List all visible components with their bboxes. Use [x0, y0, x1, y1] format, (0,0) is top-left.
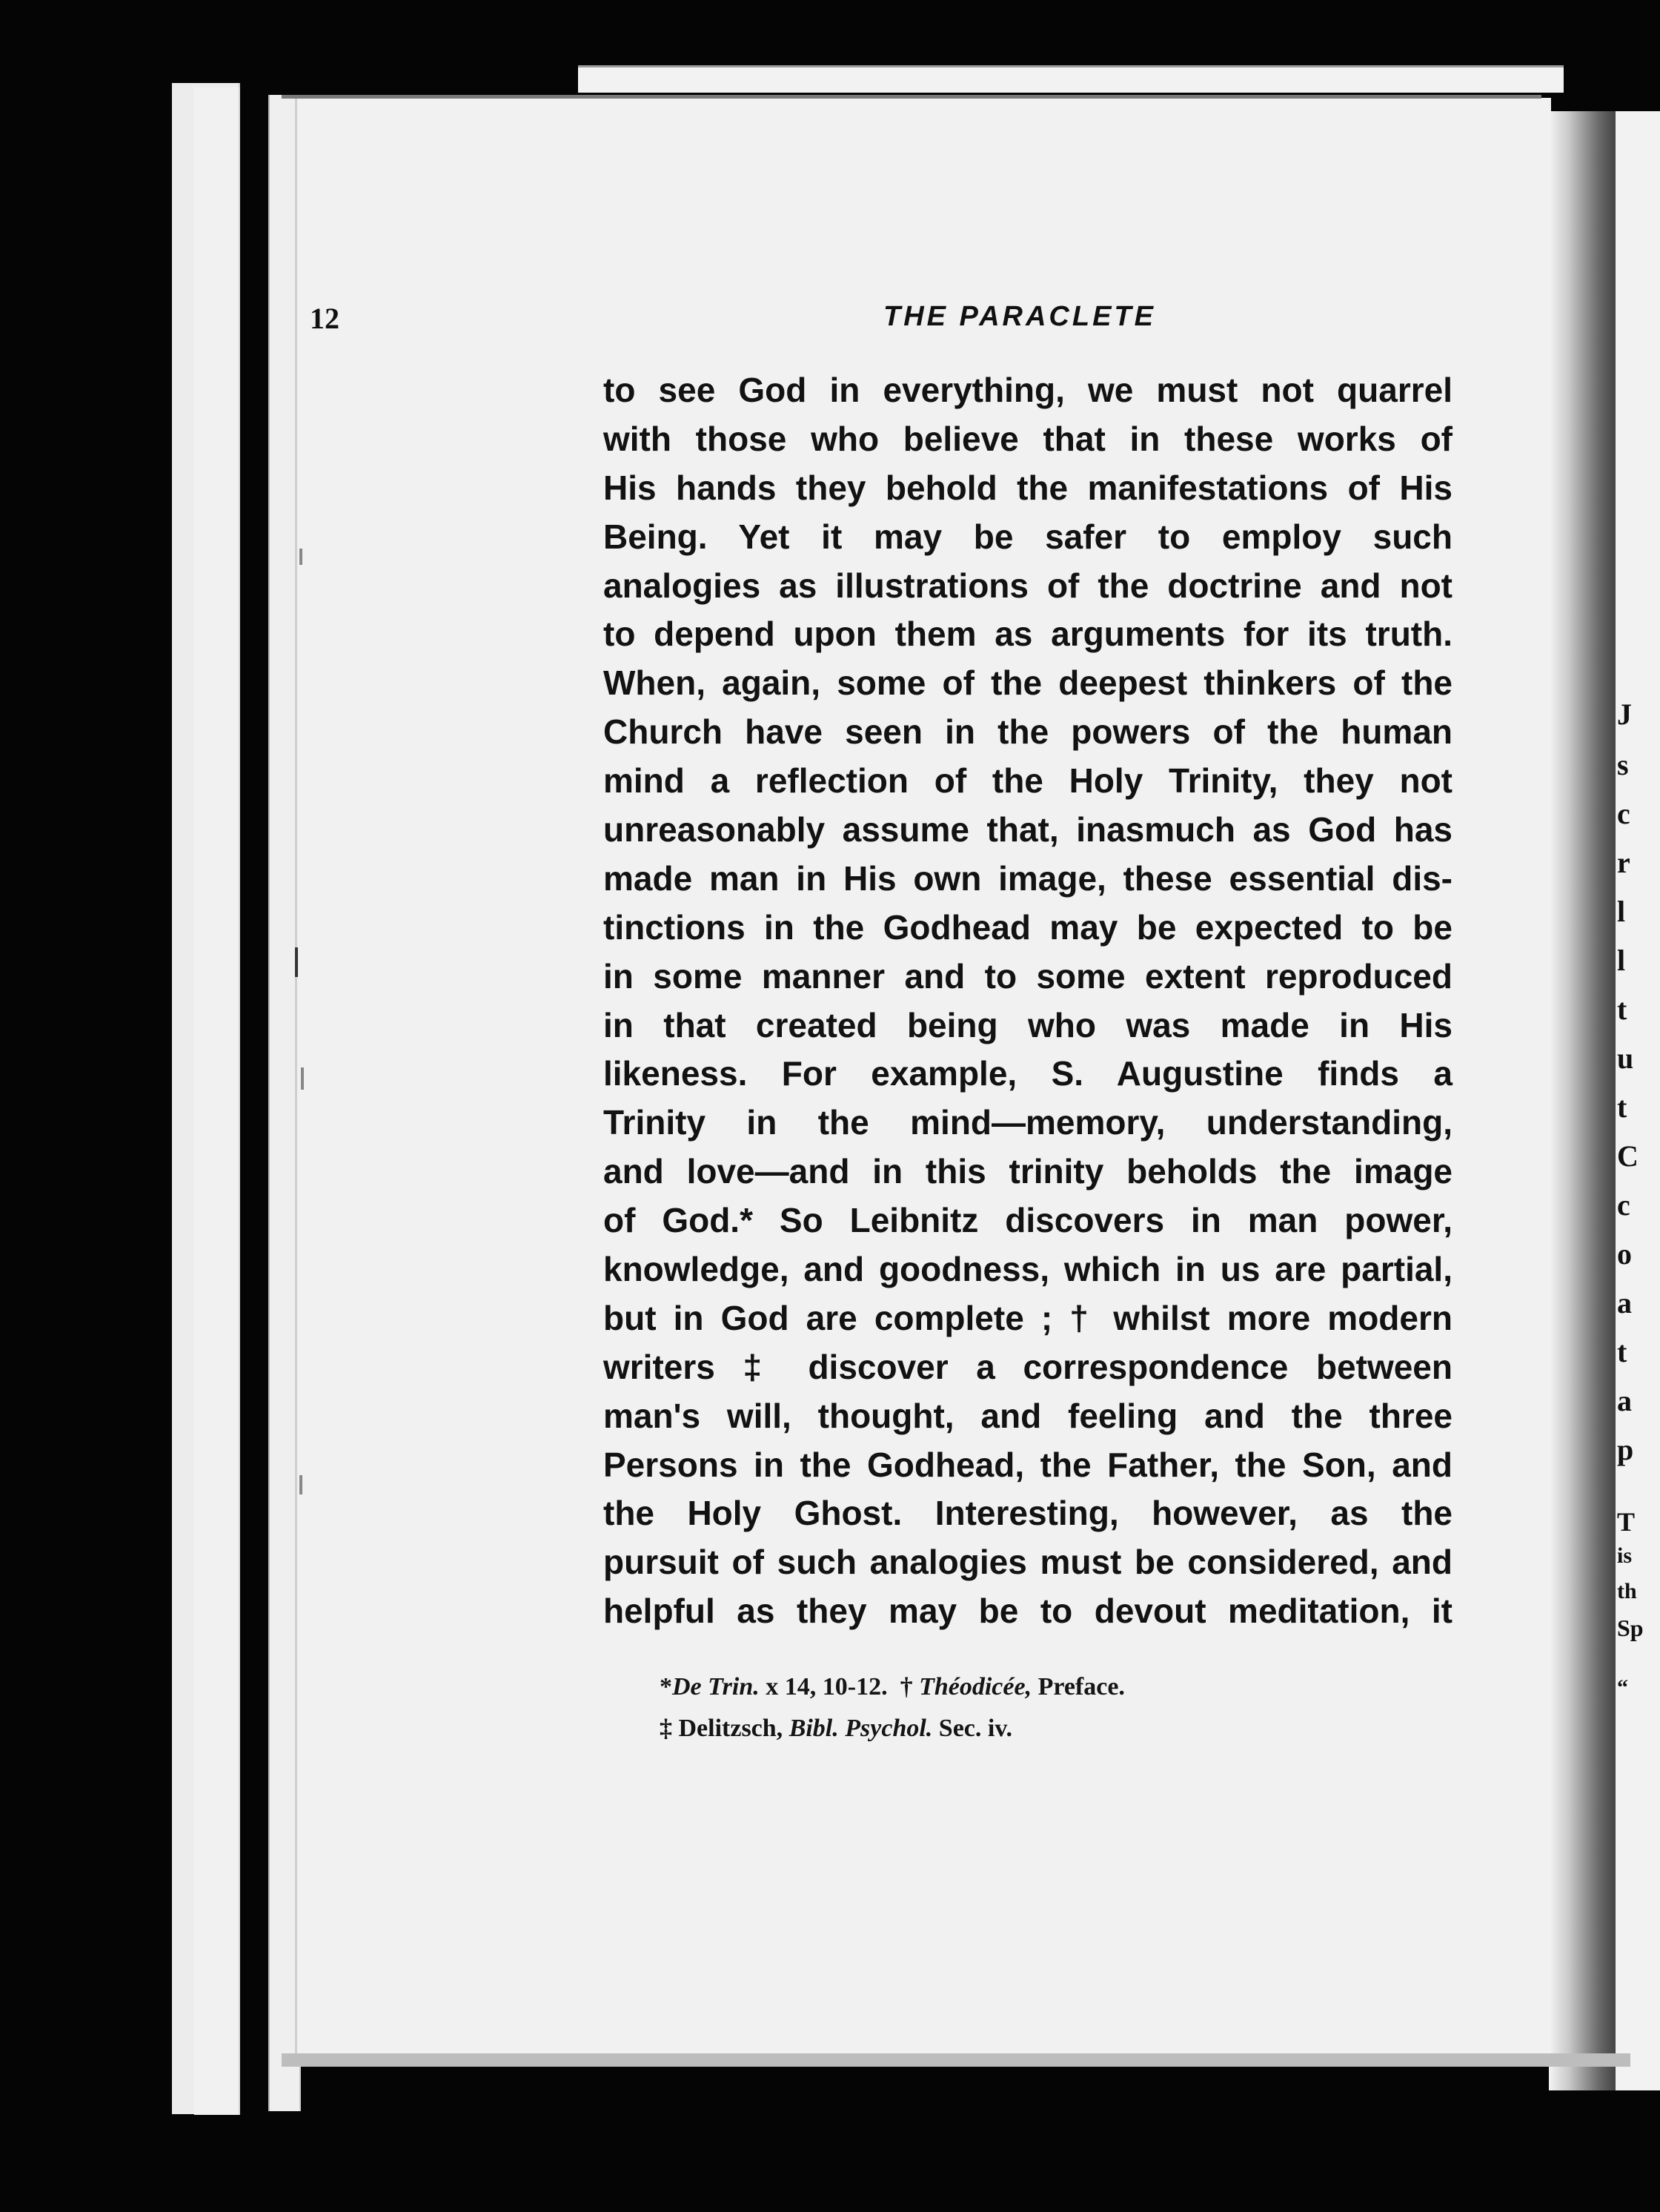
margin-speck — [299, 1475, 302, 1494]
text-line: His hands they behold the manifestations of His — [603, 468, 1452, 507]
text-line: but in God are complete ; † whilst more modern — [603, 1298, 1452, 1337]
footnote-reference: Bibl. Psychol. — [788, 1715, 933, 1742]
facing-page-fragment: l — [1617, 944, 1626, 977]
text-line: Trinity in the mind—memory, understanding, — [603, 1103, 1452, 1142]
text-line: and love—and in this trinity beholds the image — [603, 1152, 1452, 1191]
facing-page-fragment: l — [1617, 895, 1626, 928]
facing-page-fragment: t — [1617, 1090, 1627, 1124]
facing-page-fragment: p — [1617, 1433, 1634, 1466]
footnote-line — [660, 1708, 1371, 1749]
footnote-line — [660, 1666, 1371, 1708]
footnote-mark: * — [660, 1673, 672, 1701]
page-bottom-shadow — [282, 2053, 1630, 2067]
text-line: Church have seen in the powers of the human — [603, 712, 1452, 752]
text-line: in that created being who was made in His — [603, 1005, 1452, 1044]
facing-page-fragment: u — [1617, 1042, 1634, 1075]
footnote-reference: Théodicée, — [919, 1673, 1032, 1701]
text-line: Persons in the Godhead, the Father, the Son, and — [603, 1445, 1452, 1484]
margin-speck — [299, 549, 302, 565]
facing-page-fragment: is — [1617, 1543, 1633, 1568]
facing-page-fragment: Sp — [1617, 1615, 1644, 1641]
text-line: knowledge, and goodness, which in us are partial, — [603, 1250, 1452, 1289]
text-line: to depend upon them as arguments for its truth. — [603, 615, 1452, 654]
text-line: analogies as illustrations of the doctrine and not — [603, 566, 1452, 605]
footnote-mark: † — [887, 1673, 920, 1701]
facing-page-fragment: a — [1617, 1286, 1632, 1319]
footnote-location: x 14, 10-12. — [759, 1673, 888, 1701]
footnote-location: Sec. iv. — [932, 1715, 1012, 1742]
facing-page-fragment: T — [1617, 1507, 1636, 1537]
text-line: with those who believe that in these works of — [603, 419, 1452, 458]
text-line: helpful as they may be to devout meditation, it — [603, 1592, 1452, 1631]
footnotes — [660, 1666, 1371, 1749]
text-line: Being. Yet it may be safer to employ such — [603, 517, 1452, 556]
footnote-location: Preface. — [1032, 1673, 1125, 1701]
footnote-reference: De Trin. — [672, 1673, 760, 1701]
facing-page-fragment: c — [1617, 797, 1630, 830]
text-line: writers ‡ discover a correspondence between — [603, 1347, 1452, 1386]
text-line: likeness. For example, S. Augustine finds a — [603, 1054, 1452, 1093]
facing-page-fragment: J — [1617, 698, 1632, 731]
facing-page-edge — [1616, 111, 1660, 2090]
text-line: man's will, thought, and feeling and the three — [603, 1396, 1452, 1435]
top-sheet-edge — [578, 65, 1564, 93]
facing-page-fragment: C — [1617, 1139, 1639, 1173]
facing-page-fragment: t — [1617, 993, 1627, 1026]
facing-page-fragment: a — [1617, 1384, 1632, 1417]
facing-page-fragment: s — [1617, 748, 1629, 781]
text-line: mind a reflection of the Holy Trinity, they not — [603, 761, 1452, 801]
facing-page-fragment: o — [1617, 1237, 1632, 1271]
page-top-rule — [282, 95, 1541, 99]
text-line: in some manner and to some extent reproduced — [603, 956, 1452, 996]
text-line: tinctions in the Godhead may be expected to be — [603, 907, 1452, 947]
text-line: When, again, some of the deepest thinkers of the — [603, 663, 1452, 703]
underlying-page-edge — [194, 87, 240, 2115]
margin-speck — [295, 947, 298, 977]
text-line: made man in His own image, these essential dis- — [603, 858, 1452, 898]
facing-page-fragment: “ — [1617, 1675, 1628, 1700]
text-line: to see God in everything, we must not quarrel — [603, 371, 1452, 409]
text-line: the Holy Ghost. Interesting, however, as the — [603, 1494, 1452, 1533]
text-line: of God.* So Leibnitz discovers in man power, — [603, 1201, 1452, 1240]
facing-page-fragment: r — [1617, 846, 1630, 879]
facing-page-fragment: th — [1617, 1579, 1637, 1603]
text-line: unreasonably assume that, inasmuch as God has — [603, 810, 1452, 850]
facing-page-fragment: c — [1617, 1188, 1630, 1222]
running-title: THE PARACLETE — [883, 301, 1156, 332]
footnote-mark: ‡ — [660, 1715, 679, 1742]
page-number: 12 — [310, 302, 339, 335]
body-text — [603, 366, 1452, 1636]
footnote-author: Delitzsch, — [678, 1715, 789, 1742]
text-line: pursuit of such analogies must be considered, and — [603, 1543, 1452, 1582]
margin-speck — [301, 1067, 304, 1090]
facing-page-fragment: t — [1617, 1335, 1627, 1368]
